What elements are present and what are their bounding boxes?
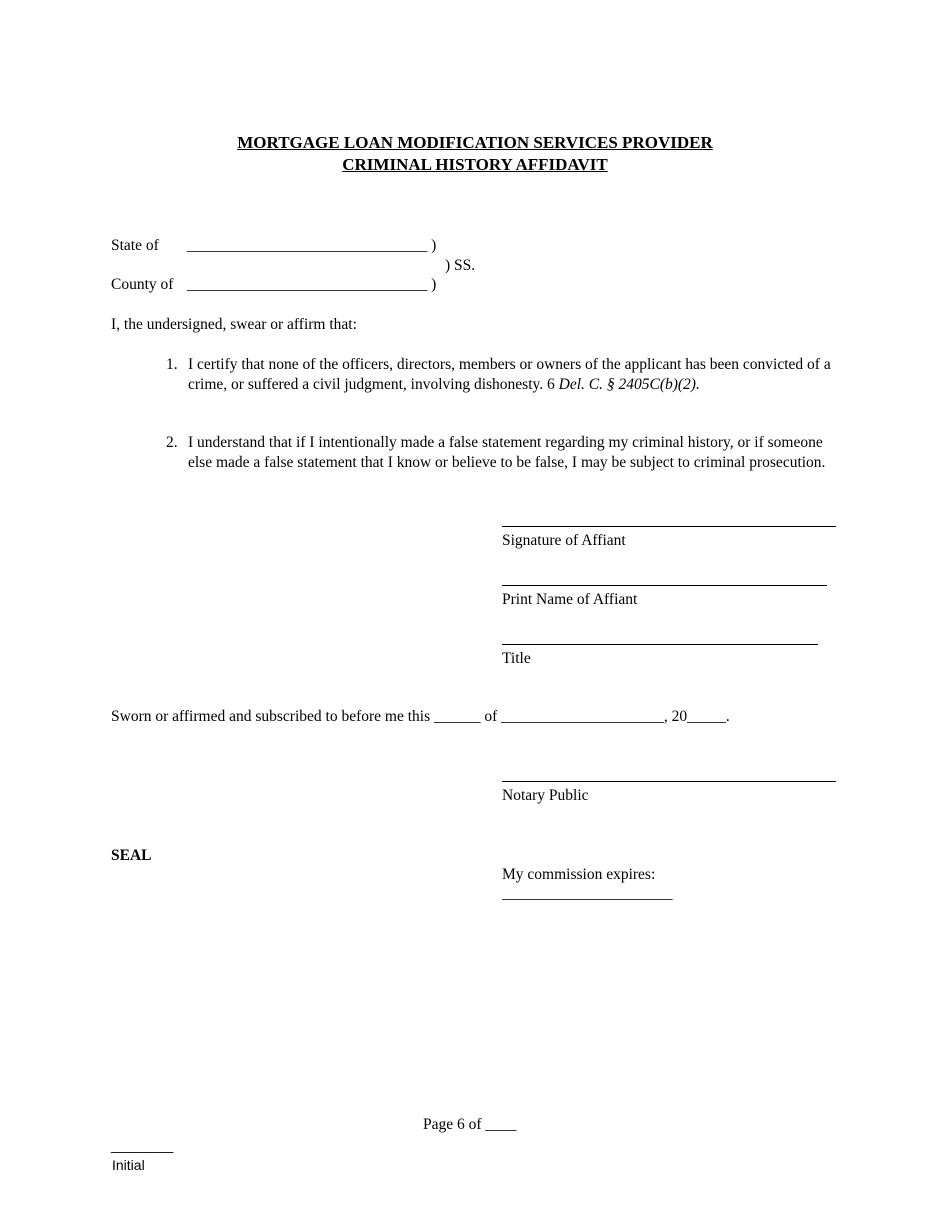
initial-field[interactable]: ________ [111,1137,174,1153]
signature-label: Signature of Affiant [502,532,626,549]
ss-label: ) SS. [445,257,476,274]
county-field[interactable]: _______________________________ ) [187,276,437,293]
item-body: I certify that none of the officers, directors, members or owners of the applicant has been convicted of a crime, or suffered a civil judgment, involving dishonesty. 6 [188,356,831,393]
sworn-statement[interactable]: Sworn or affirmed and subscribed to before me this ______ of _____________________, 20_____. [111,708,730,725]
print-name-line[interactable] [502,585,827,586]
commission-label: My commission expires: [502,866,656,883]
title-line[interactable] [502,644,818,645]
title-label: Title [502,650,531,667]
item-body: I understand that if I intentionally made a false statement regarding my criminal history, or if someone else made a false statement that I know or believe to be false, I may be subject to criminal prosecution. [188,434,826,471]
page-number: Page 6 of ____ [423,1116,517,1133]
item-number: 1. [166,356,178,373]
state-field[interactable]: _______________________________ ) [187,237,437,254]
document-title-line-2: CRIMINAL HISTORY AFFIDAVIT [342,155,608,174]
state-label: State of [111,237,159,254]
initial-label: Initial [112,1157,145,1173]
notary-label: Notary Public [502,787,589,804]
commission-expiry-field[interactable]: ______________________ [502,885,673,902]
item-number: 2. [166,434,178,451]
signature-line[interactable] [502,526,836,527]
item-text [188,433,846,472]
affidavit-item-1 [166,355,846,394]
county-label: County of [111,276,174,293]
affidavit-item-2 [166,433,846,472]
item-text [188,355,846,394]
document-title-line-1: MORTGAGE LOAN MODIFICATION SERVICES PROVIDER [237,133,713,152]
seal-label: SEAL [111,847,152,864]
statute-citation: Del. C. § 2405C(b)(2). [558,375,700,393]
print-name-label: Print Name of Affiant [502,591,638,608]
notary-signature-line[interactable] [502,781,836,782]
intro-statement: I, the undersigned, swear or affirm that: [111,316,357,333]
